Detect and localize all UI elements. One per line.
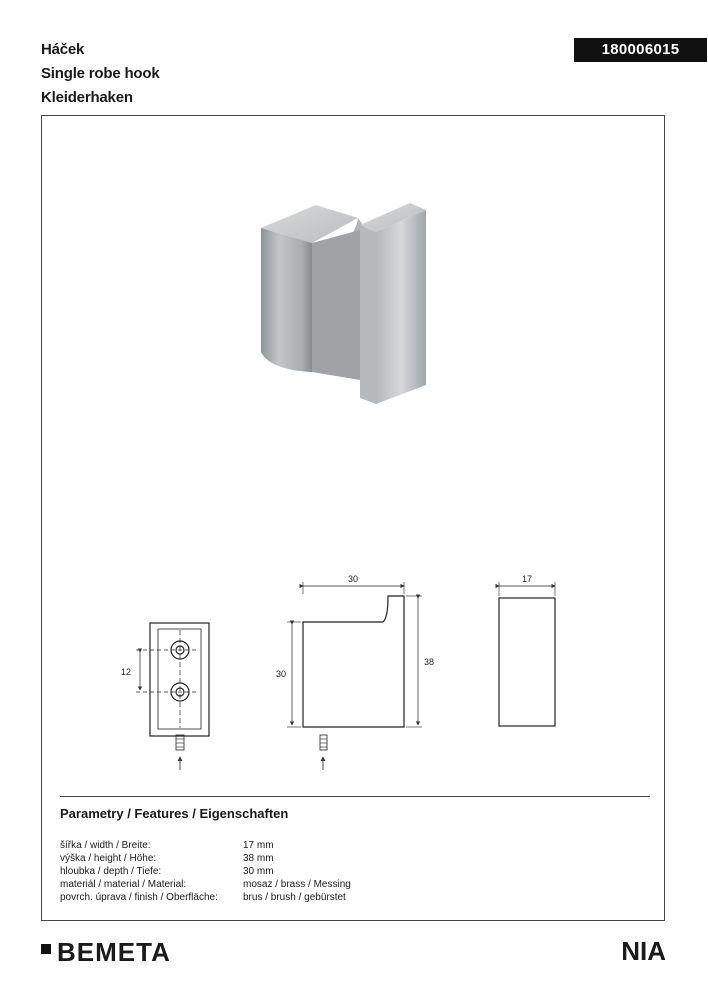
features-divider (60, 796, 650, 797)
mounting-plate-view (136, 623, 209, 770)
side-view (287, 582, 422, 770)
dim-total-height: 38 (424, 657, 435, 667)
dim-side-height: 30 (275, 669, 286, 679)
title-english: Single robe hook (41, 65, 160, 82)
dim-hole-spacing: 12 (120, 667, 131, 677)
spec-label: šířka / width / Breite: (60, 840, 151, 851)
spec-value: brus / brush / gebürstet (243, 892, 346, 903)
spec-label: hloubka / depth / Tiefe: (60, 866, 162, 877)
front-view (499, 582, 555, 726)
spec-value: mosaz / brass / Messing (243, 879, 351, 890)
series-name: NIA (621, 936, 666, 966)
spec-value: 17 mm (243, 840, 274, 851)
title-czech: Háček (41, 41, 85, 58)
brand-logo (41, 938, 171, 966)
spec-label: materiál / material / Material: (60, 879, 187, 890)
brand-name: BEMETA (57, 937, 171, 967)
features-title: Parametry / Features / Eigenschaften (60, 806, 289, 821)
product-code-badge: 180006015 (574, 38, 707, 62)
dim-side-width: 30 (347, 574, 359, 584)
spec-label: povrch. úprava / finish / Oberfläche: (60, 892, 218, 903)
spec-value: 30 mm (243, 866, 274, 877)
product-photo (261, 203, 426, 404)
dim-front-width: 17 (521, 574, 533, 584)
spec-label: výška / height / Höhe: (60, 853, 157, 864)
spec-value: 38 mm (243, 853, 274, 864)
logo-square-mark (41, 944, 51, 954)
title-german: Kleiderhaken (41, 89, 133, 106)
